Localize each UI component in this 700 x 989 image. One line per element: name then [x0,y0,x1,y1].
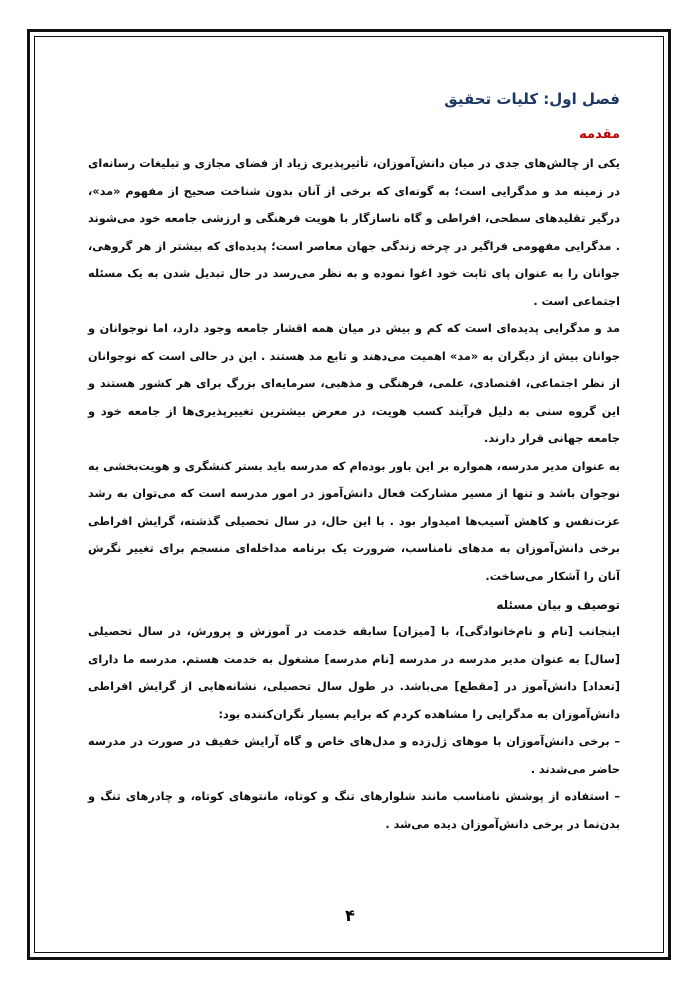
chapter-title: فصل اول: کلیات تحقیق [444,90,620,108]
intro-paragraph-1: یکی از چالش‌های جدی در میان دانش‌آموزان، تأثیرپذیری زیاد از فضای مجازی و تبلیغات رسانه‌ای در زمینه مد و مدگرایی است؛ به گونه‌ای که برخی از آنان بدون شناخت صحیح از مفهوم «مد»، درگیر تقلیدهای سطحی، افراطی و گاه ناسازگار با هویت فرهنگی و ارزشی جامعه خود می‌شوند . مدگرایی مفهومی فراگیر در چرخه زندگی جهان معاصر است؛ پدیده‌ای که بیشتر از هر گروهی، جوانان را به عنوان پای ثابت خود اغوا نموده و به نظر می‌رسد در حال تبدیل شدن به یک مسئله اجتماعی است . [88,157,620,308]
problem-bullet-2: – استفاده از پوشش نامناسب مانند شلوارهای تنگ و کوتاه، مانتوهای کوتاه، و چادرهای تنگ و بدن‌نما در برخی دانش‌آموزان دیده می‌شد . [88,790,620,831]
problem-bullet-1: – برخی دانش‌آموزان با موهای ژل‌زده و مدل‌های خاص و گاه آرایش خفیف در صورت در مدرسه حاضر می‌شدند . [88,735,620,776]
page-number: ۴ [345,906,355,925]
section-heading-problem: توصیف و بیان مسئله [496,598,620,612]
intro-paragraph-2: مد و مدگرایی پدیده‌ای است که کم و بیش در میان همه اقشار جامعه وجود دارد، اما نوجوانان و جوانان بیش از دیگران به «مد» اهمیت می‌دهند و تابع مد هستند . این در حالی است که نوجوانان از نظر اجتماعی، اقتصادی، علمی، فرهنگی و مذهبی، سرمایه‌ای بزرگ برای هر کشور هستند و این گروه سنی به دلیل فرآیند کسب هویت، در معرض بیشترین تغییرپذیری‌ها از جامعه خود و جامعه جهانی قرار دارند. [88,322,620,445]
problem-paragraph-1: اینجانب [نام و نام‌خانوادگی]، با [میزان] سابقه خدمت در آموزش و پرورش، در سال تحصیلی [سال] به عنوان مدیر مدرسه در مدرسه [نام مدرسه] مشغول به خدمت هستم. مدرسه ما دارای [تعداد] دانش‌آموز در [مقطع] می‌باشد. در طول سال تحصیلی، نشانه‌هایی از گرایش افراطی دانش‌آموزان به مدگرایی را مشاهده کردم که برایم بسیار نگران‌کننده بود: [88,625,620,721]
document-body [88,88,620,838]
section-heading-intro: مقدمه [579,127,620,142]
intro-paragraph-3: به عنوان مدیر مدرسه، همواره بر این باور بوده‌ام که مدرسه باید بستر کنشگری و هویت‌بخشی به نوجوان باشد و تنها از مسیر مشارکت فعال دانش‌آموز در امور مدرسه است که می‌توان به رشد عزت‌نفس و کاهش آسیب‌ها امیدوار بود . با این حال، در سال تحصیلی گذشته، گرایش افراطی برخی دانش‌آموزان به مدهای نامناسب، ضرورت یک برنامه مداخله‌ای منسجم برای تغییر نگرش آنان را آشکار می‌ساخت. [88,459,620,583]
